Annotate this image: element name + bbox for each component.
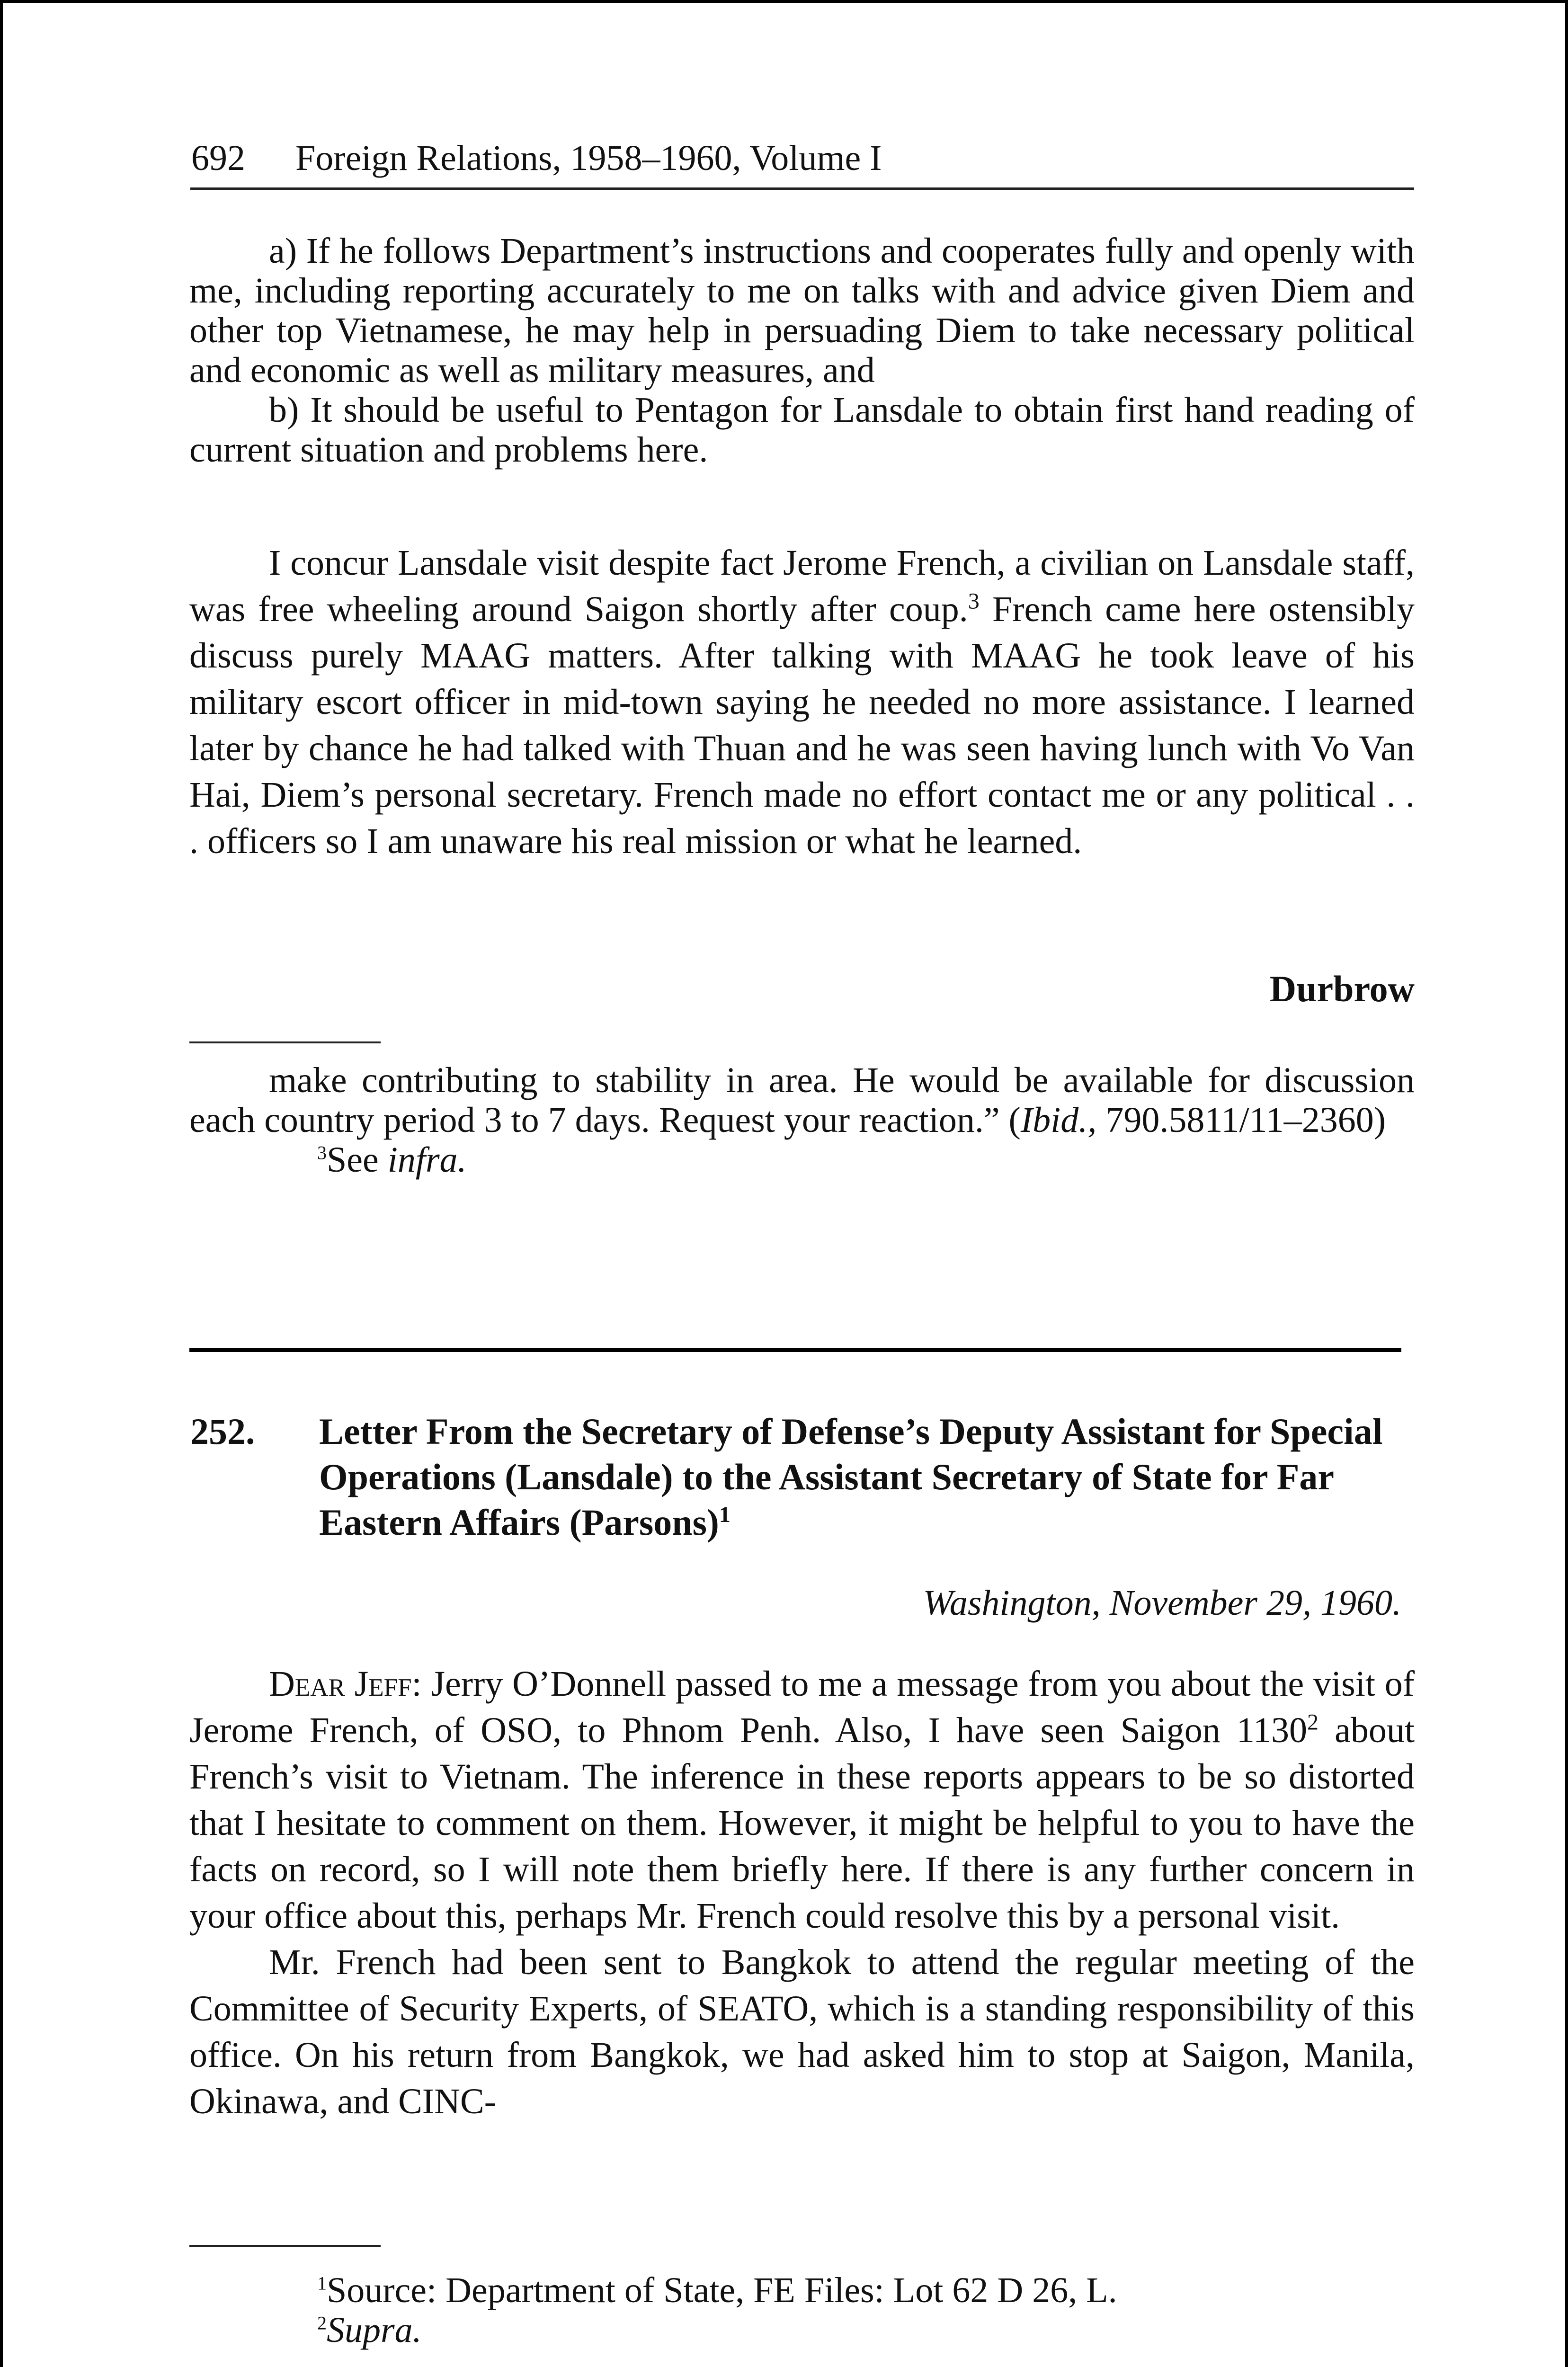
concur-text: I concur Lansdale visit despite fact Jerome French, a civilian on Lansdale staff, was free wheeling around Saigon shortly after coup.: [189, 543, 1415, 629]
footnote-3: [189, 1140, 1415, 1180]
letter-paragraph-2: Mr. French had been sent to Bangkok to attend the regular meeting of the Committee of Security Experts, of SEATO, which is a standing responsibility of this office. On his return from Bangkok, we had asked him to stop at Saigon, Manila, Okinawa, and CINC-: [189, 1942, 1415, 2121]
ibid-italic: Ibid.,: [1020, 1100, 1097, 1140]
running-header: [190, 131, 1414, 190]
paragraph-a: a) If he follows Department’s instructions and cooperates fully and openly with me, including reporting accurately to me on talks with and advice given Diem and other top Vietnamese, he may help in persuading Diem to take necessary political and economic as well as military measures, and: [189, 231, 1415, 390]
bottom-footnotes: [189, 2270, 1415, 2350]
footnote-ref-3: 3: [968, 588, 980, 614]
footnote-2-mark: 2: [317, 2312, 327, 2334]
document-number: 252.: [190, 1411, 255, 1452]
volume-title: Foreign Relations, 1958–1960, Volume I: [295, 138, 882, 178]
footnote-continued-text: make contributing to stability in area. He would be available for discussion each country period 3 to 7 days. Request your reaction.” (: [189, 1060, 1415, 1140]
footnote-2: [189, 2310, 1415, 2350]
footnote-1-mark: 1: [317, 2272, 327, 2294]
section-divider: [189, 1348, 1401, 1352]
paragraph-b: b) It should be useful to Pentagon for Lansdale to obtain first hand reading of current situation and problems here.: [189, 390, 1415, 470]
footnote-3-text: See: [327, 1140, 388, 1180]
footnote-continued: [189, 1060, 1415, 1140]
continued-telegram: [189, 231, 1415, 470]
letter-paragraph-1-a: Jerry O’Donnell passed to me a message from you about the visit of Jerome French, of OSO, to Phnom Penh. Also, I have seen Saigon 1130: [189, 1664, 1415, 1750]
footnote-3-mark: 3: [317, 1142, 327, 1164]
footnote-continued-tail: 790.5811/11–2360): [1096, 1100, 1386, 1140]
letter-paragraph-1-b: about French’s visit to Vietnam. The inference in these reports appears to be so distorted that I hesitate to comment on them. However, it might be helpful to you to have the facts on record, so I will note them briefly here. If there is any further concern in your office about this, perhaps Mr. French could resolve this by a personal visit.: [189, 1710, 1415, 1936]
footnote-3-italic: infra.: [387, 1140, 467, 1180]
dateline: Washington, November 29, 1960.: [923, 1583, 1401, 1623]
footnote-1-text: Source: Department of State, FE Files: Lot 62 D 26, L.: [327, 2270, 1117, 2310]
page-number: 692: [191, 138, 245, 178]
concur-text-cont: French came here ostensibly discuss purely MAAG matters. After talking with MAAG he took leave of his military escort officer in mid-town saying he needed no more assistance. I learned later by chance he had talked with Thuan and he was seen having lunch with Vo Van Hai, Diem’s personal secretary. French made no effort contact me or any political . . . officers so I am unaware his real mission or what he learned.: [189, 589, 1415, 861]
footnote-2-italic: Supra.: [327, 2310, 422, 2350]
letter-paragraph-1: [189, 1661, 1415, 1939]
footnote-rule-bottom: [189, 2245, 381, 2247]
concur-paragraph: [189, 540, 1415, 864]
footnote-rule-top: [189, 1041, 381, 1043]
footnote-ref-2: 2: [1307, 1709, 1319, 1735]
document-title-text: Letter From the Secretary of Defense’s Deputy Assistant for Special Operations (Lansdale) to the Assistant Secretary of State for Far Eastern Affairs (Parsons): [319, 1411, 1383, 1543]
concur-paragraph-block: [189, 540, 1415, 864]
top-footnotes: [189, 1060, 1415, 1180]
footnote-ref-1: 1: [719, 1502, 731, 1527]
letter-body: [189, 1661, 1415, 2125]
salutation: Dear Jeff:: [269, 1664, 422, 1704]
signature: Durbrow: [1269, 968, 1415, 1009]
footnote-1: [189, 2270, 1415, 2310]
document-title: [319, 1409, 1408, 1545]
